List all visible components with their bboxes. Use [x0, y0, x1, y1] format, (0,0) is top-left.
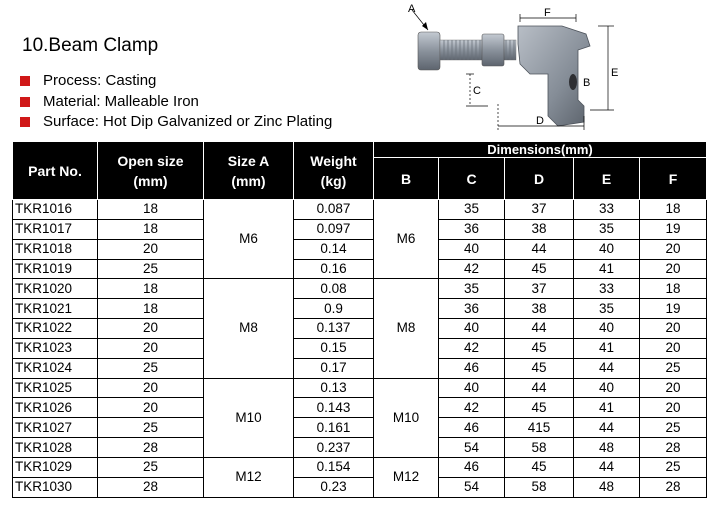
cell-part-no: TKR1019 [13, 259, 98, 279]
header-size-a: Size A (mm) [204, 142, 294, 200]
cell-c: 35 [439, 200, 505, 220]
cell-open-size: 28 [98, 477, 204, 497]
cell-f: 20 [640, 398, 707, 418]
cell-e: 48 [574, 438, 640, 458]
red-square-bullet-icon [20, 117, 30, 127]
cell-d: 37 [505, 279, 574, 299]
cell-part-no: TKR1022 [13, 319, 98, 339]
cell-e: 44 [574, 457, 640, 477]
cell-open-size: 20 [98, 239, 204, 259]
cell-d: 37 [505, 200, 574, 220]
cell-c: 40 [439, 378, 505, 398]
bullet-text: Process: Casting [43, 72, 157, 89]
cell-c: 42 [439, 338, 505, 358]
cell-d: 58 [505, 438, 574, 458]
header-open-size: Open size (mm) [98, 142, 204, 200]
cell-weight: 0.137 [294, 319, 374, 339]
beam-clamp-spec-table [12, 141, 707, 498]
cell-open-size: 18 [98, 279, 204, 299]
table-row [13, 259, 707, 279]
cell-size-a: M8 [204, 279, 294, 378]
red-square-bullet-icon [20, 97, 30, 107]
cell-f: 20 [640, 378, 707, 398]
cell-b: M12 [374, 457, 439, 497]
cell-f: 18 [640, 279, 707, 299]
table-row [13, 477, 707, 497]
table-row [13, 358, 707, 378]
cell-e: 33 [574, 279, 640, 299]
cell-open-size: 20 [98, 319, 204, 339]
label-e: E [611, 67, 619, 79]
cell-f: 28 [640, 477, 707, 497]
cell-part-no: TKR1016 [13, 200, 98, 220]
cell-open-size: 20 [98, 378, 204, 398]
cell-weight: 0.23 [294, 477, 374, 497]
cell-c: 46 [439, 358, 505, 378]
bullet-surface [20, 112, 332, 133]
cell-e: 44 [574, 418, 640, 438]
cell-e: 33 [574, 200, 640, 220]
cell-part-no: TKR1021 [13, 299, 98, 319]
cell-weight: 0.13 [294, 378, 374, 398]
cell-part-no: TKR1030 [13, 477, 98, 497]
cell-part-no: TKR1025 [13, 378, 98, 398]
cell-f: 20 [640, 338, 707, 358]
cell-d: 415 [505, 418, 574, 438]
threaded-rod-icon [440, 40, 516, 60]
cell-part-no: TKR1018 [13, 239, 98, 259]
beam-clamp-diagram [408, 4, 638, 134]
cell-open-size: 20 [98, 398, 204, 418]
cell-part-no: TKR1028 [13, 438, 98, 458]
table-row [13, 299, 707, 319]
label-a: A [408, 4, 416, 15]
cell-e: 41 [574, 259, 640, 279]
cell-e: 40 [574, 239, 640, 259]
cell-c: 36 [439, 299, 505, 319]
cell-e: 41 [574, 398, 640, 418]
table-row [13, 438, 707, 458]
cell-open-size: 28 [98, 438, 204, 458]
cell-c: 42 [439, 398, 505, 418]
cell-open-size: 25 [98, 457, 204, 477]
header-weight: Weight (kg) [294, 142, 374, 200]
cell-d: 44 [505, 319, 574, 339]
cell-part-no: TKR1029 [13, 457, 98, 477]
cell-c: 35 [439, 279, 505, 299]
cell-weight: 0.087 [294, 200, 374, 220]
table-row [13, 378, 707, 398]
header-part-no: Part No. [13, 142, 98, 200]
cell-c: 40 [439, 239, 505, 259]
cell-weight: 0.9 [294, 299, 374, 319]
label-d: D [536, 115, 544, 127]
header-dimensions: Dimensions(mm) [374, 142, 707, 158]
header-b: B [374, 158, 439, 200]
cell-c: 40 [439, 319, 505, 339]
cell-d: 44 [505, 239, 574, 259]
cell-d: 45 [505, 338, 574, 358]
bolt-head-icon [418, 32, 440, 70]
table-row [13, 398, 707, 418]
label-b: B [583, 77, 591, 89]
cell-f: 20 [640, 319, 707, 339]
cell-e: 41 [574, 338, 640, 358]
cell-weight: 0.143 [294, 398, 374, 418]
table-row [13, 338, 707, 358]
cell-part-no: TKR1027 [13, 418, 98, 438]
cell-weight: 0.17 [294, 358, 374, 378]
cell-b: M6 [374, 200, 439, 279]
cell-b: M10 [374, 378, 439, 457]
page-title: 10.Beam Clamp [22, 35, 159, 56]
bullet-material [20, 92, 332, 113]
cell-size-a: M10 [204, 378, 294, 457]
cell-f: 25 [640, 358, 707, 378]
cell-open-size: 18 [98, 200, 204, 220]
cell-e: 40 [574, 319, 640, 339]
bullet-text: Material: Malleable Iron [43, 92, 199, 110]
red-square-bullet-icon [20, 76, 30, 86]
cell-part-no: TKR1024 [13, 358, 98, 378]
cell-d: 45 [505, 358, 574, 378]
cell-weight: 0.161 [294, 418, 374, 438]
cell-open-size: 18 [98, 299, 204, 319]
label-c: C [473, 85, 481, 97]
cell-c: 54 [439, 438, 505, 458]
cell-f: 25 [640, 457, 707, 477]
table-row [13, 319, 707, 339]
header-f: F [640, 158, 707, 200]
cell-weight: 0.15 [294, 338, 374, 358]
cell-open-size: 20 [98, 338, 204, 358]
clamp-body-icon [518, 26, 590, 126]
cell-f: 19 [640, 299, 707, 319]
cell-f: 18 [640, 200, 707, 220]
cell-part-no: TKR1026 [13, 398, 98, 418]
cell-b: M8 [374, 279, 439, 378]
cell-open-size: 25 [98, 259, 204, 279]
label-f: F [544, 7, 551, 19]
cell-weight: 0.154 [294, 457, 374, 477]
bullet-text: Surface: Hot Dip Galvanized or Zinc Plating [43, 113, 333, 130]
cell-f: 20 [640, 239, 707, 259]
table-row [13, 239, 707, 259]
cell-c: 54 [439, 477, 505, 497]
cell-d: 58 [505, 477, 574, 497]
table-row [13, 219, 707, 239]
table-row [13, 279, 707, 299]
cell-weight: 0.16 [294, 259, 374, 279]
cell-d: 45 [505, 398, 574, 418]
cell-part-no: TKR1023 [13, 338, 98, 358]
table-row [13, 418, 707, 438]
clamp-hole-icon [569, 74, 577, 90]
cell-f: 19 [640, 219, 707, 239]
cell-size-a: M12 [204, 457, 294, 497]
cell-d: 38 [505, 219, 574, 239]
spec-bullet-list [20, 71, 332, 133]
table-row [13, 200, 707, 220]
cell-part-no: TKR1020 [13, 279, 98, 299]
cell-size-a: M6 [204, 200, 294, 279]
table-body [13, 200, 707, 498]
cell-c: 36 [439, 219, 505, 239]
cell-weight: 0.237 [294, 438, 374, 458]
cell-f: 28 [640, 438, 707, 458]
cell-c: 42 [439, 259, 505, 279]
cell-d: 38 [505, 299, 574, 319]
cell-weight: 0.14 [294, 239, 374, 259]
cell-c: 46 [439, 418, 505, 438]
cell-e: 44 [574, 358, 640, 378]
cell-part-no: TKR1017 [13, 219, 98, 239]
cell-d: 45 [505, 457, 574, 477]
cell-e: 40 [574, 378, 640, 398]
hex-nut-icon [482, 34, 504, 66]
header-e: E [574, 158, 640, 200]
cell-d: 44 [505, 378, 574, 398]
table-row [13, 457, 707, 477]
cell-weight: 0.097 [294, 219, 374, 239]
cell-weight: 0.08 [294, 279, 374, 299]
cell-f: 25 [640, 418, 707, 438]
cell-d: 45 [505, 259, 574, 279]
header-c: C [439, 158, 505, 200]
header-d: D [505, 158, 574, 200]
cell-e: 35 [574, 299, 640, 319]
bullet-process [20, 71, 332, 92]
cell-open-size: 25 [98, 358, 204, 378]
cell-open-size: 25 [98, 418, 204, 438]
cell-f: 20 [640, 259, 707, 279]
cell-c: 46 [439, 457, 505, 477]
cell-open-size: 18 [98, 219, 204, 239]
cell-e: 48 [574, 477, 640, 497]
cell-e: 35 [574, 219, 640, 239]
